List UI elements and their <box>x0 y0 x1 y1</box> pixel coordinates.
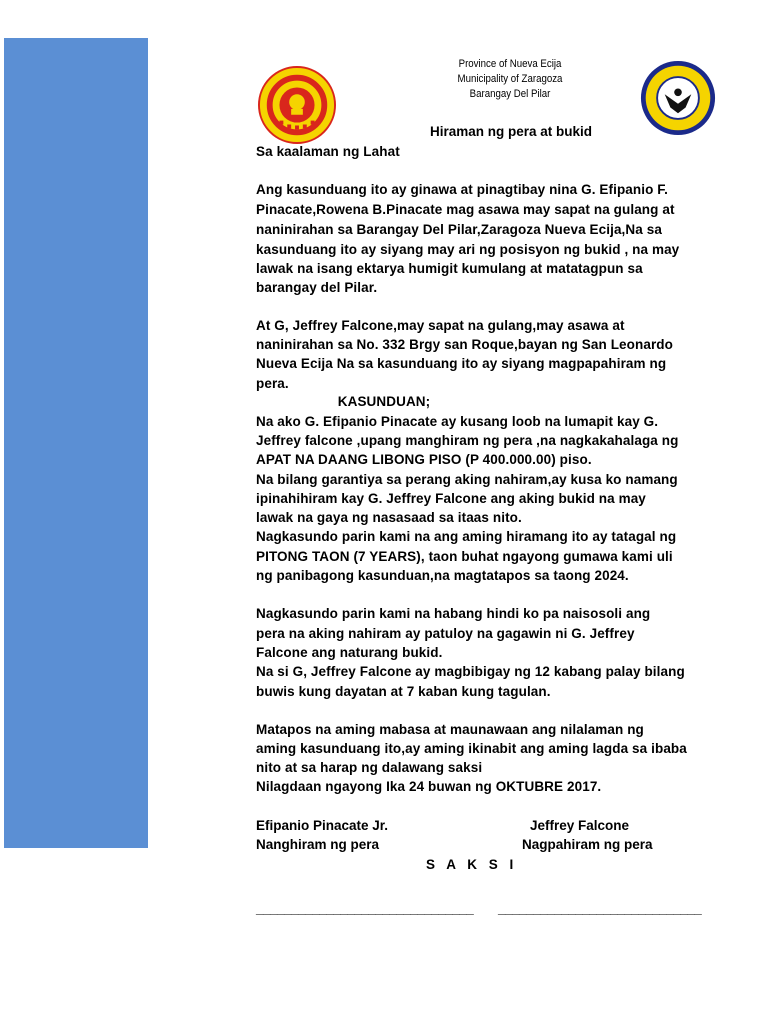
witness-signature-line-2: _____________________________ <box>498 901 702 916</box>
p4-line-4: Na si G, Jeffrey Falcone ay magbibigay ng 12 kabang palay bilang <box>256 664 685 679</box>
p3-line-5: ipinahihiram kay G. Jeffrey Falcone ang aking bukid na may <box>256 491 646 506</box>
p4-line-2: pera na aking nahiram ay patuloy na gagawin ni G. Jeffrey <box>256 626 635 641</box>
municipality-text: Municipality of Zaragoza <box>457 73 563 85</box>
p1-line-6: barangay del Pilar. <box>256 280 378 295</box>
p4-line-5: buwis kung dayatan at 7 kaban kung tagulan. <box>256 684 551 699</box>
lender-role: Nagpahiram ng pera <box>522 837 653 852</box>
p3-line-2: Jeffrey falcone ,upang manghiram ng pera ,na nagkakahalaga ng <box>256 433 679 448</box>
borrower-role: Nanghiram ng pera <box>256 837 380 852</box>
greeting: Sa kaalaman ng Lahat <box>256 144 400 159</box>
p3-line-3: APAT NA DAANG LIBONG PISO (P 400.000.00) piso. <box>256 452 592 467</box>
witness-signature-line-1: _______________________________ <box>256 901 474 916</box>
p1-line-4: kasunduang ito ay siyang may ari ng posisyon ng bukid , na may <box>256 242 680 257</box>
p3-line-1: Na ako G. Efipanio Pinacate ay kusang loob na lumapit kay G. <box>256 414 659 429</box>
p2-line-1: At G, Jeffrey Falcone,may sapat na gulang,may asawa at <box>256 318 625 333</box>
barangay-text: Barangay Del Pilar <box>469 88 551 100</box>
p5-line-1: Matapos na aming mabasa at maunawaan ang nilalaman ng <box>256 722 644 737</box>
p1-line-5: lawak na isang ektarya humigit kumulang at matatagpun sa <box>256 261 643 276</box>
p1-line-3: naninirahan sa Barangay Del Pilar,Zaragoza Nueva Ecija,Na sa <box>256 222 662 237</box>
p3-line-9: ng panibagong kasunduan,na magtatapos sa taong 2024. <box>256 568 629 583</box>
section-heading: KASUNDUAN; <box>337 394 431 409</box>
barangay-del-pilar-seal-icon <box>640 60 716 136</box>
p1-line-1: Ang kasunduang ito ay ginawa at pinagtibay nina G. Efipanio F. <box>256 182 668 197</box>
p5-line-3: nito at sa harap ng dalawang saksi <box>256 760 483 775</box>
lender-name: Jeffrey Falcone <box>530 818 630 833</box>
witness-heading: S A K S I <box>426 857 518 872</box>
p4-line-3: Falcone ang naturang bukid. <box>256 645 443 660</box>
p3-line-8: PITONG TAON (7 YEARS), taon buhat ngayong gumawa kami uli <box>256 549 673 564</box>
p5-line-2: aming kasunduang ito,ay aming ikinabit ang aming lagda sa ibaba <box>256 741 687 756</box>
p1-line-2: Pinacate,Rowena B.Pinacate mag asawa may sapat na gulang at <box>256 202 675 217</box>
dilg-seal-icon <box>258 66 336 144</box>
borrower-name: Efipanio Pinacate Jr. <box>256 818 389 833</box>
province-text: Province of Nueva Ecija <box>458 58 562 70</box>
document-title: Hiraman ng pera at bukid <box>430 124 593 139</box>
p3-line-7: Nagkasundo parin kami na ang aming hiramang ito ay tatagal ng <box>256 529 677 544</box>
p5-line-4: Nilagdaan ngayong Ika 24 buwan ng OKTUBRE 2017. <box>256 779 602 794</box>
p2-line-3: Nueva Ecija Na sa kasunduang ito ay siyang magpapahiram ng <box>256 356 667 371</box>
p3-line-6: lawak na gaya ng nasasaad sa itaas nito. <box>256 510 522 525</box>
document-header <box>396 57 625 102</box>
p2-line-2: naninirahan sa No. 332 Brgy san Roque,bayan ng San Leonardo <box>256 337 673 352</box>
p2-line-4: pera. <box>256 376 289 391</box>
p3-line-4: Na bilang garantiya sa perang aking nahiram,ay kusa ko namang <box>256 472 678 487</box>
p4-line-1: Nagkasundo parin kami na habang hindi ko pa naisosoli ang <box>256 606 651 621</box>
left-blue-bar <box>4 38 148 848</box>
